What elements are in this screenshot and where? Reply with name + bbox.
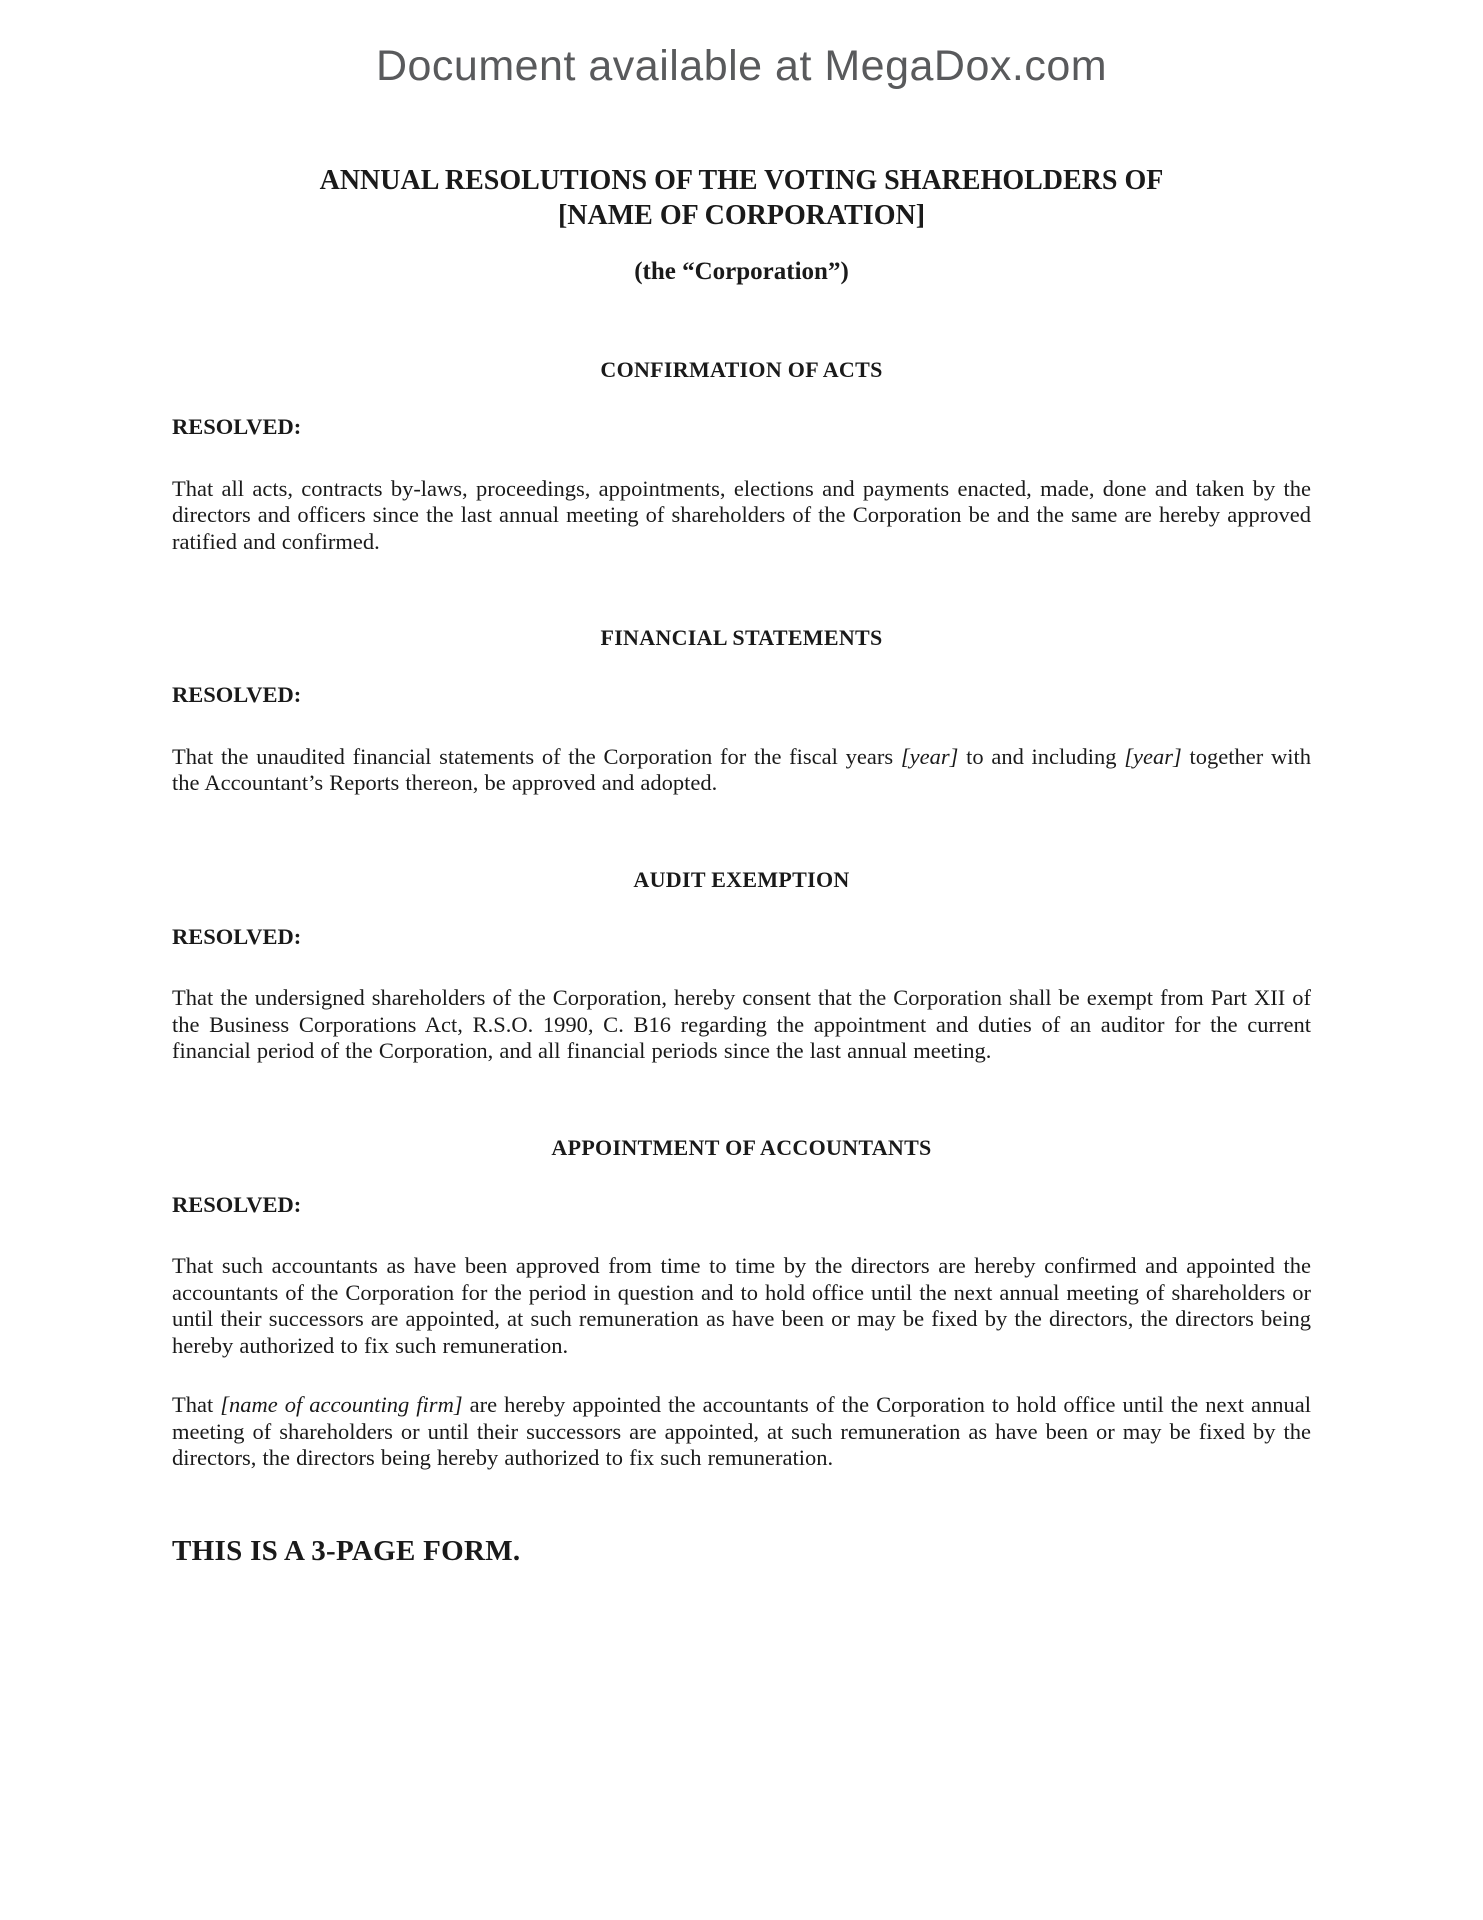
paragraph-segment: are hereby appointed the accountants of the Corporation to hold office until the next annual meeting of shareholders or until their successors are appointed, at such remuneration as have been or may be fixed by the directors, the directors being hereby authorized to fix such remuneration. [172,1392,1312,1470]
document-title-line1: ANNUAL RESOLUTIONS OF THE VOTING SHAREHOLDERS OF [319,165,1164,196]
resolved-label: RESOLVED: [172,682,302,707]
paragraph [172,476,1311,556]
section-heading: APPOINTMENT OF ACCOUNTANTS [551,1134,932,1160]
page-form-note: THIS IS A 3-PAGE FORM. [172,1534,521,1567]
section-financial-statements [172,625,1311,797]
section-audit-exemption [172,867,1311,1065]
section-confirmation-of-acts [172,357,1311,555]
placeholder-field-year: [year] [1124,743,1182,769]
paragraph [172,1253,1311,1359]
placeholder-field-accounting-firm: [name of accounting firm] [220,1392,463,1417]
document-subtitle: (the “Corporation”) [634,258,849,285]
paragraph-segment: That the unaudited financial statements of the Corporation for the fiscal years [172,743,901,769]
section-appointment-of-accountants [172,1135,1311,1472]
paragraph-segment: That all acts, contracts by-laws, proceedings, appointments, elections and payments enacted, made, done and taken by the directors and officers since the last annual meeting of shareholders of the Corporation be and the same are hereby approved ratified and confirmed. [172,475,1311,554]
document-title [172,163,1311,233]
section-heading: FINANCIAL STATEMENTS [600,625,883,650]
section-heading: CONFIRMATION OF ACTS [600,357,883,382]
section-heading: AUDIT EXEMPTION [633,866,850,892]
paragraph [172,985,1311,1065]
paragraph [172,1392,1311,1472]
paragraph-segment: to and including [958,743,1125,769]
watermark-text: Document available at MegaDox.com [375,42,1108,90]
resolved-label: RESOLVED: [172,923,302,949]
paragraph-segment: That the undersigned shareholders of the Corporation, hereby consent that the Corporation shall be exempt from Part XII of the Business Corporations Act, R.S.O. 1990, C. B16 regarding the appointment and duties of an auditor for the current financial period of the Corporation, and all financial periods since the last annual meeting. [172,985,1311,1063]
paragraph [172,744,1311,797]
paragraph-segment: together with the Accountant’s Reports thereon, be approved and adopted. [172,743,1311,795]
resolved-label: RESOLVED: [172,1191,302,1217]
paragraph-segment: That [172,1392,221,1417]
paragraph-segment: That such accountants as have been approved from time to time by the directors are hereby confirmed and appointed the accountants of the Corporation for the period in question and to hold office until the next annual meeting of shareholders or until their successors are appointed, at such remuneration as have been or may be fixed by the directors, the directors being hereby authorized to fix such remuneration. [172,1253,1311,1358]
resolved-label: RESOLVED: [172,414,302,439]
document-title-line2: [NAME OF CORPORATION] [557,200,926,231]
placeholder-field-year: [year] [900,743,959,769]
